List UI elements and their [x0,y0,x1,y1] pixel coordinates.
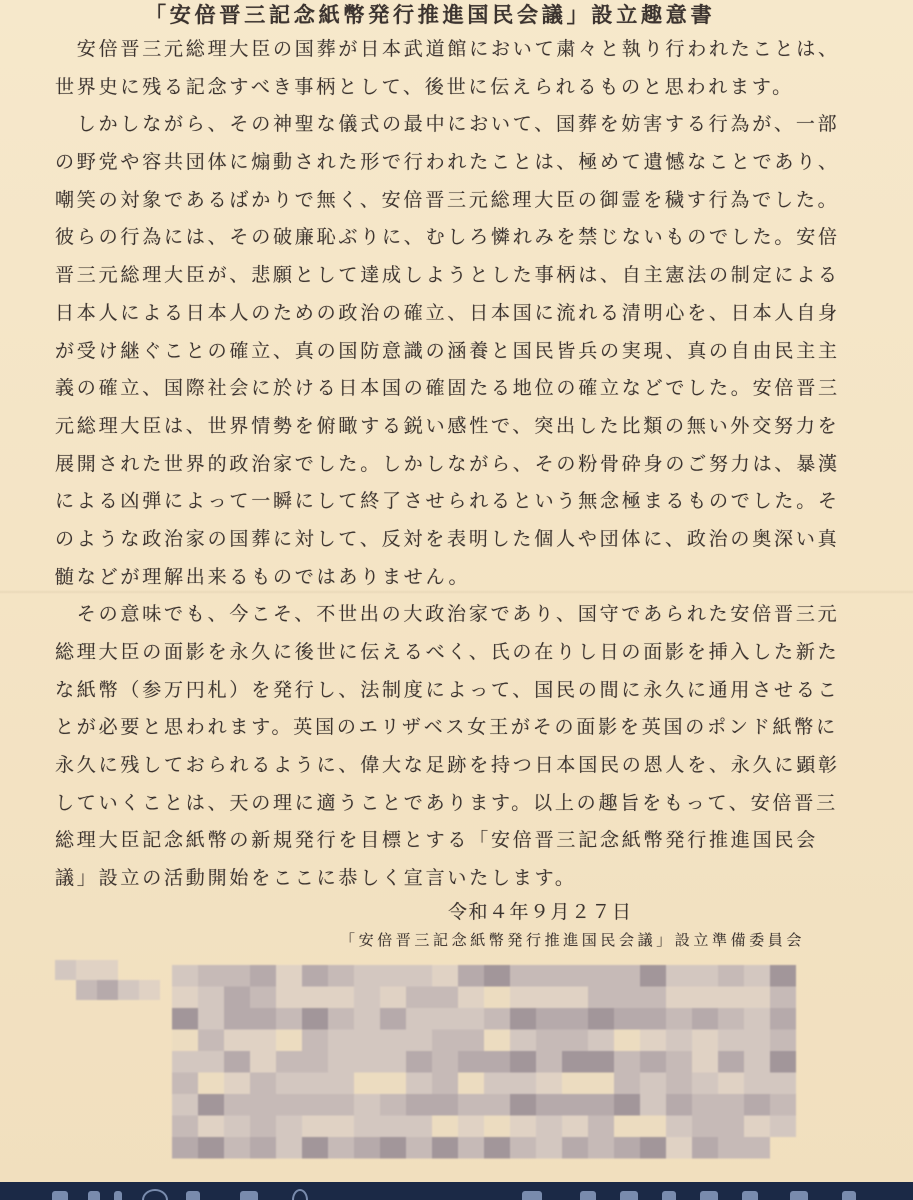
mosaic-tile [484,1073,510,1095]
mosaic-tile [172,965,198,987]
mosaic-tile [666,1030,692,1052]
mosaic-tile [224,1116,250,1138]
mosaic-tile [458,1051,484,1073]
mosaic-tile [640,987,666,1009]
mosaic-tile [250,965,276,987]
mosaic-tile [406,965,432,987]
mosaic-tile [458,1137,484,1159]
text-line: 嘲笑の対象であるばかりで無く、安倍晋三元総理大臣の御霊を穢す行為でした。 [55,188,840,211]
mosaic-tile [302,1094,328,1116]
mosaic-tile [484,1094,510,1116]
mosaic-tile [354,1094,380,1116]
mosaic-tile [510,1030,536,1052]
mosaic-tile [770,965,796,987]
mosaic-tile [510,1008,536,1030]
text-line: 永久に残しておられるように、偉大な足跡を持つ日本国民の恩人を、永久に顕彰 [55,754,840,777]
mosaic-tile [354,1073,380,1095]
mosaic-tile [302,1116,328,1138]
mosaic-tile [744,1094,770,1116]
text-line: 日本人による日本人のための政治の確立、日本国に流れる清明心を、日本人自身 [55,301,840,324]
mosaic-tile [744,965,770,987]
mosaic-tile [302,1073,328,1095]
mosaic-tile [692,1116,718,1138]
mosaic-tile [380,1030,406,1052]
mosaic-tile [302,1051,328,1073]
mosaic-tile [276,1008,302,1030]
mosaic-tile [666,1094,692,1116]
cropped-toolbar-icon[interactable] [88,1191,100,1200]
paragraph-2 [55,106,875,596]
mosaic-tile [328,1073,354,1095]
text-line: 彼らの行為には、その破廉恥ぶりに、むしろ憐れみを禁じないものでした。安倍 [55,226,840,249]
cropped-toolbar-icon[interactable] [742,1191,758,1200]
mosaic-tile [484,1051,510,1073]
mosaic-tile [302,1137,328,1159]
text-line: な紙幣（参万円札）を発行し、法制度によって、国民の間に永久に通用させるこ [55,678,840,701]
mosaic-tile [562,1116,588,1138]
mosaic-tile [718,1116,744,1138]
mosaic-tile [510,1116,536,1138]
text-line: 議」設立の活動開始をここに恭しく宣言いたします。 [55,867,577,890]
mosaic-tile [536,1116,562,1138]
mosaic-tile [172,987,198,1009]
mosaic-tile [666,1137,692,1159]
mosaic-tile [640,1030,666,1052]
mosaic-tile [692,987,718,1009]
paragraph-3 [55,596,875,898]
mosaic-tile [588,1008,614,1030]
mosaic-tile [406,1051,432,1073]
document-date: 令和４年９月２７日 [448,901,633,923]
mosaic-tile [380,1073,406,1095]
mosaic-tile [536,1051,562,1073]
mosaic-tile [432,1116,458,1138]
mosaic-tile [744,1051,770,1073]
mosaic-tile [250,1094,276,1116]
mosaic-tile [250,1030,276,1052]
text-line: その意味でも、今こそ、不世出の大政治家であり、国守であられた安倍晋三元 [76,603,840,626]
mosaic-tile [224,1073,250,1095]
mosaic-tile [328,1008,354,1030]
mosaic-tile [380,965,406,987]
mosaic-tile [536,1073,562,1095]
mosaic-tile [432,1137,458,1159]
mosaic-tile [198,1030,224,1052]
mosaic-tile [692,1137,718,1159]
mosaic-tile [588,965,614,987]
mosaic-tile [666,1008,692,1030]
mosaic-tile [510,1051,536,1073]
mosaic-tile [198,1094,224,1116]
mosaic-tile [198,1008,224,1030]
mosaic-tile [718,1051,744,1073]
cropped-toolbar-icon[interactable] [292,1189,308,1200]
mosaic-tile [562,1030,588,1052]
mosaic-tile [198,965,224,987]
mosaic-tile [139,980,160,1000]
text-line: 髄などが理解出来るものではありません。 [55,565,471,588]
text-line: の野党や容共団体に煽動された形で行われたことは、極めて遺憾なことであり、 [55,151,840,174]
mosaic-tile [510,1094,536,1116]
mosaic-tile [97,960,118,980]
mosaic-tile [458,1073,484,1095]
mosaic-tile [250,1137,276,1159]
mosaic-tile [640,1137,666,1159]
mosaic-tile [588,1094,614,1116]
mosaic-tile [458,1094,484,1116]
mosaic-tile [718,1137,744,1159]
text-line: 総理大臣の面影を永久に後世に伝えるべく、氏の在りし日の面影を挿入した新た [55,641,840,663]
document-body [55,31,875,898]
mosaic-tile [536,987,562,1009]
text-line: が受け継ぐことの確立、真の国防意識の涵養と国民皆兵の実現、真の自由民主主 [55,339,840,362]
mosaic-tile [614,987,640,1009]
mosaic-tile [640,965,666,987]
mosaic-tile [276,987,302,1009]
mosaic-tile [354,1051,380,1073]
mosaic-tile [328,1137,354,1159]
mosaic-tile [302,987,328,1009]
mosaic-tile [588,1051,614,1073]
mosaic-tile [276,1137,302,1159]
mosaic-tile [406,1094,432,1116]
mosaic-tile [510,987,536,1009]
mosaic-tile [666,987,692,1009]
mosaic-tile [562,1137,588,1159]
mosaic-tile [224,1051,250,1073]
mosaic-tile [276,1051,302,1073]
mosaic-tile [380,1094,406,1116]
mosaic-tile [484,1030,510,1052]
mosaic-tile [172,1137,198,1159]
bottom-toolbar [0,1182,913,1200]
mosaic-tile [354,1030,380,1052]
mosaic-tile [640,1008,666,1030]
mosaic-tile [536,965,562,987]
mosaic-tile [770,1008,796,1030]
mosaic-tile [432,1051,458,1073]
mosaic-tile [484,965,510,987]
text-line: しかしながら、その神聖な儀式の最中において、国葬を妨害する行為が、一部 [76,113,840,136]
mosaic-tile [380,1008,406,1030]
mosaic-tile [562,1008,588,1030]
cropped-toolbar-icon[interactable] [620,1191,638,1200]
mosaic-tile [640,1073,666,1095]
mosaic-tile [588,1030,614,1052]
mosaic-tile [224,1137,250,1159]
cropped-toolbar-icon[interactable] [522,1191,542,1200]
mosaic-tile [536,1094,562,1116]
mosaic-tile [432,1030,458,1052]
mosaic-tile [172,1073,198,1095]
mosaic-tile [744,1116,770,1138]
document-title: 「安倍晋三記念紙幣発行推進国民会議」設立趣意書 [145,2,716,27]
mosaic-tile [380,1137,406,1159]
mosaic-tile [250,1051,276,1073]
mosaic-tile [198,987,224,1009]
mosaic-tile [458,1008,484,1030]
mosaic-tile [666,1051,692,1073]
mosaic-tile [484,1008,510,1030]
mosaic-tile [614,965,640,987]
mosaic-tile [432,1073,458,1095]
mosaic-tile [770,1094,796,1116]
mosaic-tile [458,1030,484,1052]
mosaic-tile [250,987,276,1009]
mosaic-tile [458,987,484,1009]
mosaic-tile [302,965,328,987]
mosaic-tile [718,987,744,1009]
mosaic-tile [770,1051,796,1073]
mosaic-tile [198,1051,224,1073]
text-line: とが必要と思われます。英国のエリザベス女王がその面影を英国のポンド紙幣に [55,716,838,739]
mosaic-tile [380,1051,406,1073]
mosaic-tile [614,1008,640,1030]
cropped-toolbar-icon[interactable] [662,1191,676,1200]
mosaic-tile [354,965,380,987]
mosaic-tile [562,965,588,987]
mosaic-tile [588,1116,614,1138]
mosaic-tile [744,1030,770,1052]
mosaic-tile [55,960,76,980]
text-line: による凶弾によって一瞬にして終了させられるという無念極まるものでした。そ [55,490,840,513]
mosaic-tile [666,1073,692,1095]
mosaic-tile [432,1008,458,1030]
mosaic-tile [536,1137,562,1159]
text-line: 展開された世界的政治家でした。しかしながら、その粉骨砕身のご努力は、暴漢 [55,452,840,475]
mosaic-tile [562,1051,588,1073]
cropped-toolbar-icon[interactable] [114,1191,122,1200]
mosaic-tile [692,1030,718,1052]
mosaic-tile [224,965,250,987]
mosaic-tile [276,1116,302,1138]
mosaic-tile [354,987,380,1009]
cropped-toolbar-icon[interactable] [52,1191,68,1200]
mosaic-tile [328,965,354,987]
mosaic-tile [276,1073,302,1095]
mosaic-tile [770,987,796,1009]
mosaic-tile [692,1051,718,1073]
mosaic-tile [718,1073,744,1095]
text-line: 総理大臣記念紙幣の新規発行を目標とする「安倍晋三記念紙幣発行推進国民会 [55,829,819,852]
document-signature: 「安倍晋三記念紙幣発行推進国民会議」設立準備委員会 [340,931,806,949]
mosaic-tile [718,1094,744,1116]
mosaic-tile [640,1116,666,1138]
mosaic-tile [562,1073,588,1095]
mosaic-tile [224,1030,250,1052]
mosaic-tile [380,987,406,1009]
redacted-mosaic [0,955,913,1165]
mosaic-tile [328,1051,354,1073]
mosaic-tile [692,965,718,987]
mosaic-tile [328,987,354,1009]
mosaic-tile [276,1094,302,1116]
paragraph-1 [55,31,875,106]
mosaic-tile [276,1030,302,1052]
mosaic-tile [614,1137,640,1159]
mosaic-tile [224,987,250,1009]
mosaic-tile [406,1030,432,1052]
mosaic-tile [380,1116,406,1138]
mosaic-tile [76,980,97,1000]
mosaic-tile [328,1116,354,1138]
mosaic-tile [406,1137,432,1159]
mosaic-tile [354,1116,380,1138]
mosaic-tile [718,965,744,987]
mosaic-tile [250,1008,276,1030]
mosaic-tile [614,1116,640,1138]
mosaic-tile [718,1030,744,1052]
text-line: していくことは、天の理に適うことであります。以上の趣旨をもって、安倍晋三 [55,791,838,814]
mosaic-tile [432,1094,458,1116]
mosaic-tile [354,1008,380,1030]
mosaic-tile [536,1030,562,1052]
mosaic-tile [510,1073,536,1095]
cropped-toolbar-icon[interactable] [580,1191,596,1200]
mosaic-tile [640,1051,666,1073]
mosaic-tile [562,987,588,1009]
cropped-toolbar-icon[interactable] [240,1191,258,1200]
mosaic-tile [198,1116,224,1138]
mosaic-tile [97,980,118,1000]
mosaic-tile [406,1008,432,1030]
text-line: 義の確立、国際社会に於ける日本国の確固たる地位の確立などでした。安倍晋三 [55,377,840,400]
mosaic-tile [744,1008,770,1030]
mosaic-tile [328,1094,354,1116]
mosaic-tile [744,1073,770,1095]
mosaic-tile [172,1116,198,1138]
mosaic-tile [172,1008,198,1030]
mosaic-tile [198,1073,224,1095]
mosaic-tile [614,1051,640,1073]
mosaic-tile [172,1030,198,1052]
mosaic-tile [172,1094,198,1116]
mosaic-tile [432,987,458,1009]
mosaic-tile [458,965,484,987]
mosaic-tile [744,987,770,1009]
mosaic-tile [510,1137,536,1159]
mosaic-tile [614,1094,640,1116]
mosaic-tile [406,987,432,1009]
cropped-toolbar-icon[interactable] [790,1191,808,1200]
mosaic-tile [458,1116,484,1138]
mosaic-tile [118,980,139,1000]
mosaic-tile [224,1008,250,1030]
mosaic-tile [692,1094,718,1116]
cropped-toolbar-icon[interactable] [700,1191,718,1200]
mosaic-tile [302,1030,328,1052]
mosaic-tile [172,1051,198,1073]
mosaic-tile [354,1137,380,1159]
mosaic-tile [770,1030,796,1052]
mosaic-tile [536,1008,562,1030]
mosaic-tile [588,987,614,1009]
mosaic-tile [406,1073,432,1095]
text-line: 世界史に残る記念すべき事柄として、後世に伝えられるものと思われます。 [55,75,794,98]
mosaic-tile [692,1073,718,1095]
mosaic-tile [484,1137,510,1159]
mosaic-tile [224,1094,250,1116]
mosaic-tile [718,1008,744,1030]
mosaic-tile [484,1116,510,1138]
mosaic-tile [562,1094,588,1116]
text-line: 安倍晋三元総理大臣の国葬が日本武道館において粛々と執り行われたことは、 [76,38,840,60]
mosaic-tile [432,965,458,987]
mosaic-tile [250,1116,276,1138]
paper-fold-line [0,590,913,594]
mosaic-tile [614,1030,640,1052]
mosaic-tile [770,1116,796,1138]
mosaic-tile [328,1030,354,1052]
mosaic-tile [588,1137,614,1159]
mosaic-tile [76,960,97,980]
mosaic-tile [692,1008,718,1030]
text-line: 晋三元総理大臣が、悲願として達成しようとした事柄は、自主憲法の制定による [55,264,840,287]
mosaic-tile [666,965,692,987]
mosaic-tile [744,1137,770,1159]
text-line: のような政治家の国葬に対して、反対を表明した個人や団体に、政治の奥深い真 [55,527,840,550]
mosaic-tile [484,987,510,1009]
cropped-toolbar-icon[interactable] [142,1189,168,1200]
mosaic-tile [640,1094,666,1116]
mosaic-tile [198,1137,224,1159]
mosaic-tile [302,1008,328,1030]
mosaic-tile [406,1116,432,1138]
cropped-toolbar-icon[interactable] [186,1191,200,1200]
mosaic-tile [770,1073,796,1095]
mosaic-tile [276,965,302,987]
mosaic-tile [588,1073,614,1095]
mosaic-tile [614,1073,640,1095]
mosaic-tile [250,1073,276,1095]
mosaic-tile [666,1116,692,1138]
mosaic-tile [510,965,536,987]
text-line: 元総理大臣は、世界情勢を俯瞰する鋭い感性で、突出した比類の無い外交努力を [55,414,840,437]
cropped-toolbar-icon[interactable] [842,1191,856,1200]
